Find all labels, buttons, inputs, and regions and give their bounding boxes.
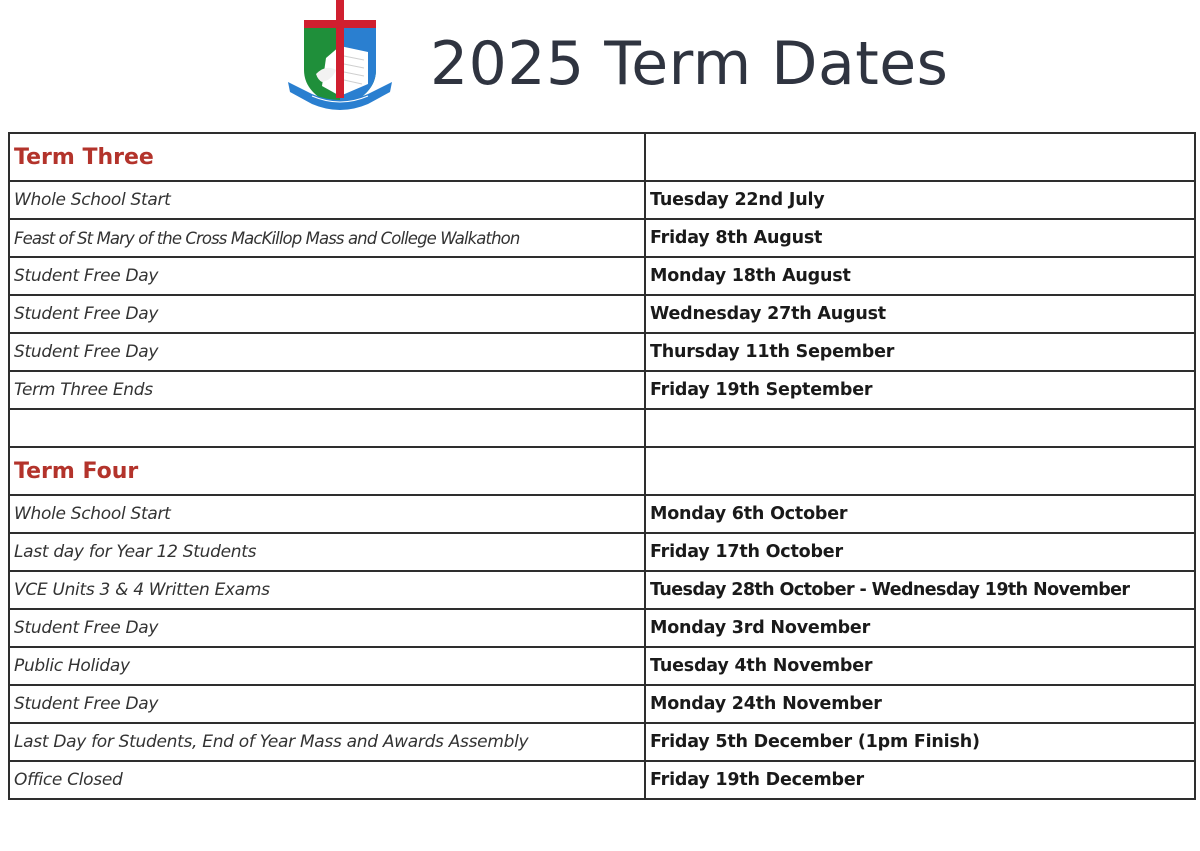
event-name: Term Three Ends xyxy=(14,380,153,400)
event-name: Office Closed xyxy=(14,770,123,790)
spacer-row xyxy=(9,409,1195,447)
event-date: Wednesday 27th August xyxy=(650,304,886,324)
table-row xyxy=(9,371,1195,409)
term-three-heading-row xyxy=(9,133,1195,181)
term-dates-table xyxy=(8,132,1196,800)
event-date: Friday 8th August xyxy=(650,228,823,248)
event-date: Tuesday 28th October - Wednesday 19th November xyxy=(650,580,1130,600)
event-name: Feast of St Mary of the Cross MacKillop Mass and College Walkathon xyxy=(14,228,520,248)
table-row xyxy=(9,495,1195,533)
term-heading: Term Three xyxy=(14,144,154,170)
event-date: Thursday 11th Sepember xyxy=(650,342,895,362)
table-row xyxy=(9,219,1195,257)
table-row xyxy=(9,181,1195,219)
event-date: Friday 19th September xyxy=(650,380,873,400)
table-row xyxy=(9,685,1195,723)
school-crest-logo xyxy=(282,0,398,118)
header xyxy=(0,0,1200,125)
event-date: Monday 6th October xyxy=(650,504,848,524)
event-date: Monday 24th November xyxy=(650,694,882,714)
event-date: Tuesday 4th November xyxy=(650,656,873,676)
event-name: Whole School Start xyxy=(14,504,171,524)
term-heading: Term Four xyxy=(14,458,139,484)
event-name: Student Free Day xyxy=(14,304,159,324)
event-date: Friday 19th December xyxy=(650,770,864,790)
event-name: Last day for Year 12 Students xyxy=(14,542,257,562)
table-row xyxy=(9,295,1195,333)
table-row xyxy=(9,647,1195,685)
event-date: Monday 3rd November xyxy=(650,618,871,638)
event-name: Student Free Day xyxy=(14,694,159,714)
event-name: Student Free Day xyxy=(14,618,159,638)
event-name: VCE Units 3 & 4 Written Exams xyxy=(14,580,270,600)
table-row xyxy=(9,609,1195,647)
table-row xyxy=(9,723,1195,761)
event-name: Last Day for Students, End of Year Mass and Awards Assembly xyxy=(14,732,529,752)
event-date: Monday 18th August xyxy=(650,266,851,286)
event-date: Tuesday 22nd July xyxy=(650,190,825,210)
table-row xyxy=(9,333,1195,371)
event-name: Whole School Start xyxy=(14,190,171,210)
table-row xyxy=(9,761,1195,799)
event-name: Public Holiday xyxy=(14,656,130,676)
event-date: Friday 17th October xyxy=(650,542,843,562)
event-name: Student Free Day xyxy=(14,342,159,362)
page-title: 2025 Term Dates xyxy=(430,29,949,99)
event-name: Student Free Day xyxy=(14,266,159,286)
table-row xyxy=(9,571,1195,609)
table-row xyxy=(9,533,1195,571)
term-four-heading-row xyxy=(9,447,1195,495)
table-row xyxy=(9,257,1195,295)
event-date: Friday 5th December (1pm Finish) xyxy=(650,732,980,752)
